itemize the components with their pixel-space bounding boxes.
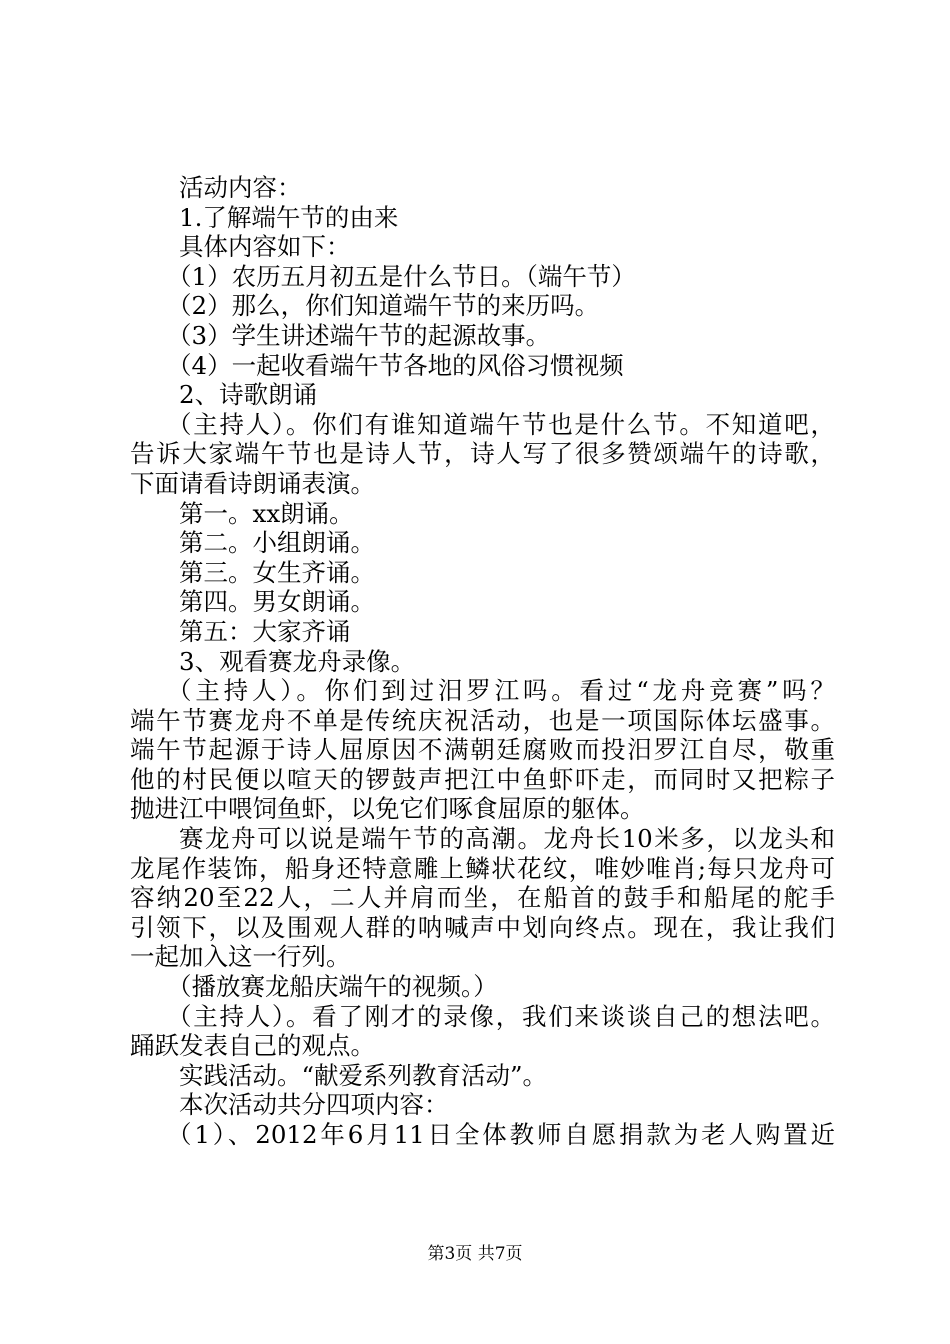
- section-heading-dragon-boat: 3、观看赛龙舟录像。: [179, 646, 416, 676]
- list-item: 第二。小组朗诵。: [179, 528, 375, 558]
- paragraph-line: 端午节赛龙舟不单是传统庆祝活动，也是一项国际体坛盛事。: [130, 705, 835, 735]
- list-item: 第一。xx朗诵。: [179, 498, 354, 528]
- paragraph-line: 龙尾作装饰，船身还特意雕上鳞状花纹，唯妙唯肖;每只龙舟可: [130, 853, 835, 883]
- paragraph-line: 容纳20至22人，二人并肩而坐，在船首的鼓手和船尾的舵手: [130, 883, 835, 913]
- paragraph-line: 赛龙舟可以说是端午节的高潮。龙舟长10米多，以龙头和: [179, 824, 835, 854]
- paragraph-line: 本次活动共分四项内容：: [179, 1090, 449, 1120]
- section-heading-activity-content: 活动内容：: [179, 173, 302, 202]
- paragraph-line: 下面请看诗朗诵表演。: [130, 468, 375, 498]
- paragraph-line: 引领下，以及围观人群的呐喊声中划向终点。现在，我让我们: [130, 912, 835, 942]
- list-item: （1）农历五月初五是什么节日。（端午节）: [167, 261, 636, 291]
- paragraph-line: 他的村民便以喧天的锣鼓声把江中鱼虾吓走，而同时又把粽子: [130, 764, 835, 794]
- list-item: （4）一起收看端午节各地的风俗习惯视频: [167, 350, 624, 380]
- paragraph-line: 端午节起源于诗人屈原因不满朝廷腐败而投汨罗江自尽，敬重: [130, 735, 835, 765]
- section-heading-origin: 1.了解端午节的由来: [179, 202, 399, 232]
- paragraph-line: （播放赛龙船庆端午的视频。）: [167, 972, 498, 1002]
- list-item: （2）那么，你们知道端午节的来历吗。: [167, 291, 600, 321]
- paragraph-line: （主持人）。看了刚才的录像，我们来谈谈自己的想法吧。: [167, 1001, 835, 1031]
- section-heading-practice: 实践活动。“献爱系列教育活动”。: [179, 1060, 548, 1090]
- section-heading-poetry: 2、诗歌朗诵: [179, 380, 318, 410]
- paragraph-line: 踊跃发表自己的观点。: [130, 1031, 375, 1061]
- list-item: 第五：大家齐诵: [179, 616, 351, 646]
- paragraph-line: 具体内容如下：: [179, 232, 351, 262]
- list-item: （1）、2012年6月11日全体教师自愿捐款为老人购置近: [167, 1120, 835, 1149]
- list-item: 第四。男女朗诵。: [179, 587, 375, 617]
- list-item: （3）学生讲述端午节的起源故事。: [167, 320, 551, 350]
- paragraph-line: （主持人）。你们有谁知道端午节也是什么节。不知道吧，: [167, 409, 835, 439]
- paragraph-line: （主持人）。你们到过汨罗江吗。看过“龙舟竞赛”吗？: [167, 676, 835, 706]
- paragraph-line: 一起加入这一行列。: [130, 942, 351, 972]
- paragraph-line: 告诉大家端午节也是诗人节，诗人写了很多赞颂端午的诗歌，: [130, 439, 835, 469]
- document-body: [130, 173, 835, 1150]
- paragraph-line: 抛进江中喂饲鱼虾，以免它们啄食屈原的躯体。: [130, 794, 645, 824]
- page-number-footer: 第3页 共7页: [427, 1244, 523, 1264]
- list-item: 第三。女生齐诵。: [179, 557, 375, 587]
